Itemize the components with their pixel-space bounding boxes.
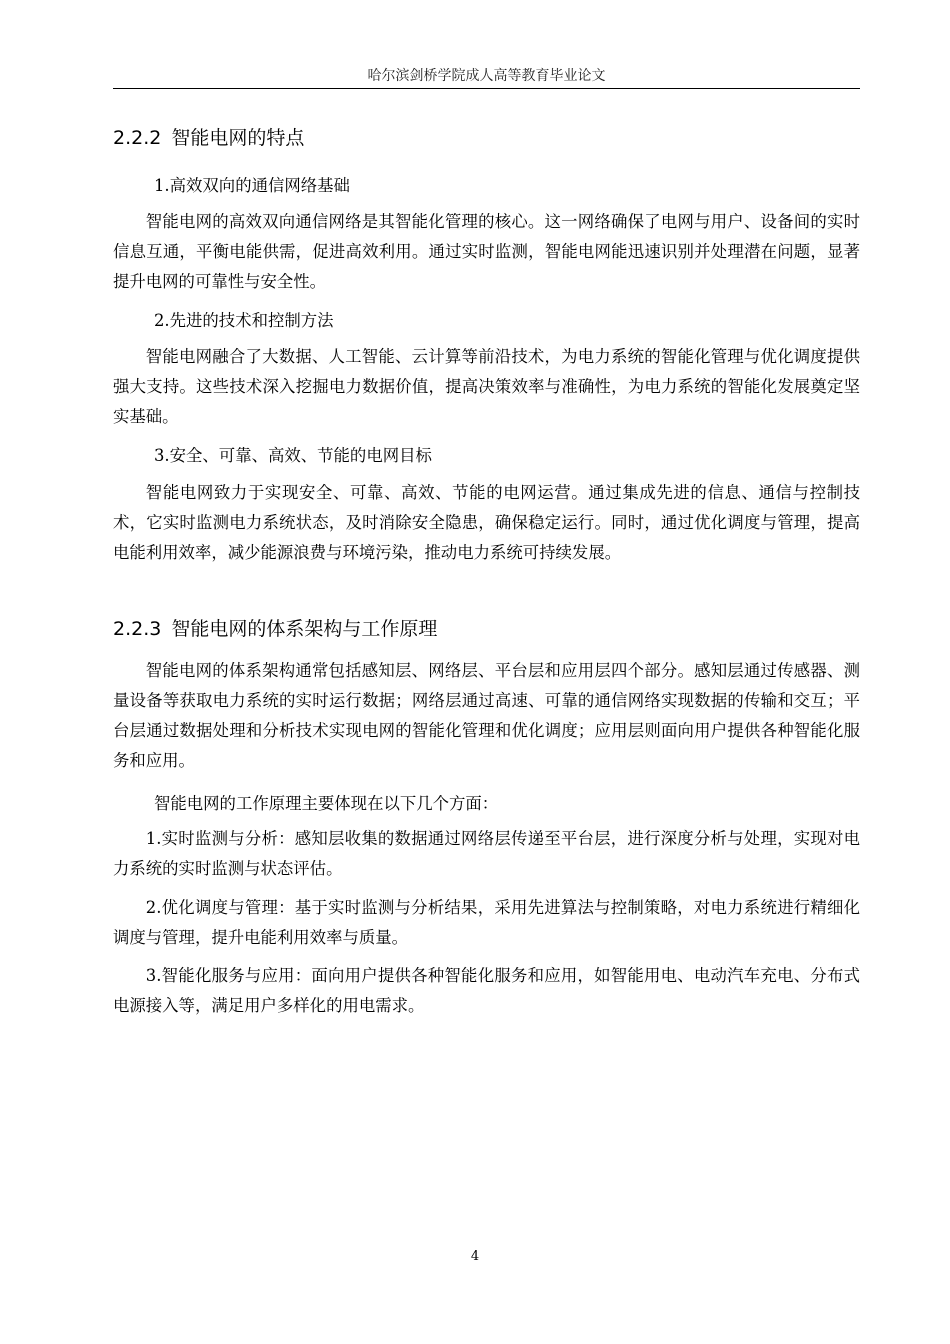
section-title: 智能电网的特点 [171, 127, 305, 149]
subheading: 3.安全、可靠、高效、节能的电网目标 [154, 446, 432, 465]
list-item: 3.智能化服务与应用：面向用户提供各种智能化服务和应用，如智能用电、电动汽车充电、分布式电源接入等，满足用户多样化的用电需求。 [113, 966, 860, 1015]
section-number: 2.2.2 [113, 127, 162, 149]
section-heading-2-2-3 [113, 617, 437, 641]
list-item: 1.实时监测与分析：感知层收集的数据通过网络层传递至平台层，进行深度分析与处理，实现对电力系统的实时监测与状态评估。 [113, 829, 860, 878]
subheading: 1.高效双向的通信网络基础 [154, 176, 350, 195]
paragraph: 智能电网致力于实现安全、可靠、高效、节能的电网运营。通过集成先进的信息、通信与控制技术，它实时监测电力系统状态，及时消除安全隐患，确保稳定运行。同时，通过优化调度与管理，提高电能利用效率，减少能源浪费与环境污染，推动电力系统可持续发展。 [113, 483, 860, 562]
section-heading-2-2-2 [113, 126, 304, 150]
page-number: 4 [470, 1249, 480, 1264]
section-title: 智能电网的体系架构与工作原理 [171, 618, 438, 640]
list-item: 2.优化调度与管理：基于实时监测与分析结果，采用先进算法与控制策略，对电力系统进行精细化调度与管理，提升电能利用效率与质量。 [113, 898, 860, 947]
paragraph: 智能电网的体系架构通常包括感知层、网络层、平台层和应用层四个部分。感知层通过传感器、测量设备等获取电力系统的实时运行数据；网络层通过高速、可靠的通信网络实现数据的传输和交互；平台层通过数据处理和分析技术实现电网的智能化管理和优化调度；应用层则面向用户提供各种智能化服务和应用。 [113, 661, 860, 770]
paragraph-lead: 智能电网的工作原理主要体现在以下几个方面： [154, 794, 499, 813]
page-header: 哈尔滨剑桥学院成人高等教育毕业论文 [113, 66, 860, 89]
subheading: 2.先进的技术和控制方法 [154, 311, 334, 330]
paragraph: 智能电网融合了大数据、人工智能、云计算等前沿技术，为电力系统的智能化管理与优化调度提供强大支持。这些技术深入挖掘电力数据价值，提高决策效率与准确性，为电力系统的智能化发展奠定坚实基础。 [113, 347, 860, 426]
paragraph: 智能电网的高效双向通信网络是其智能化管理的核心。这一网络确保了电网与用户、设备间的实时信息互通，平衡电能供需，促进高效利用。通过实时监测，智能电网能迅速识别并处理潜在问题，显著提升电网的可靠性与安全性。 [113, 212, 860, 291]
section-number: 2.2.3 [113, 618, 162, 640]
